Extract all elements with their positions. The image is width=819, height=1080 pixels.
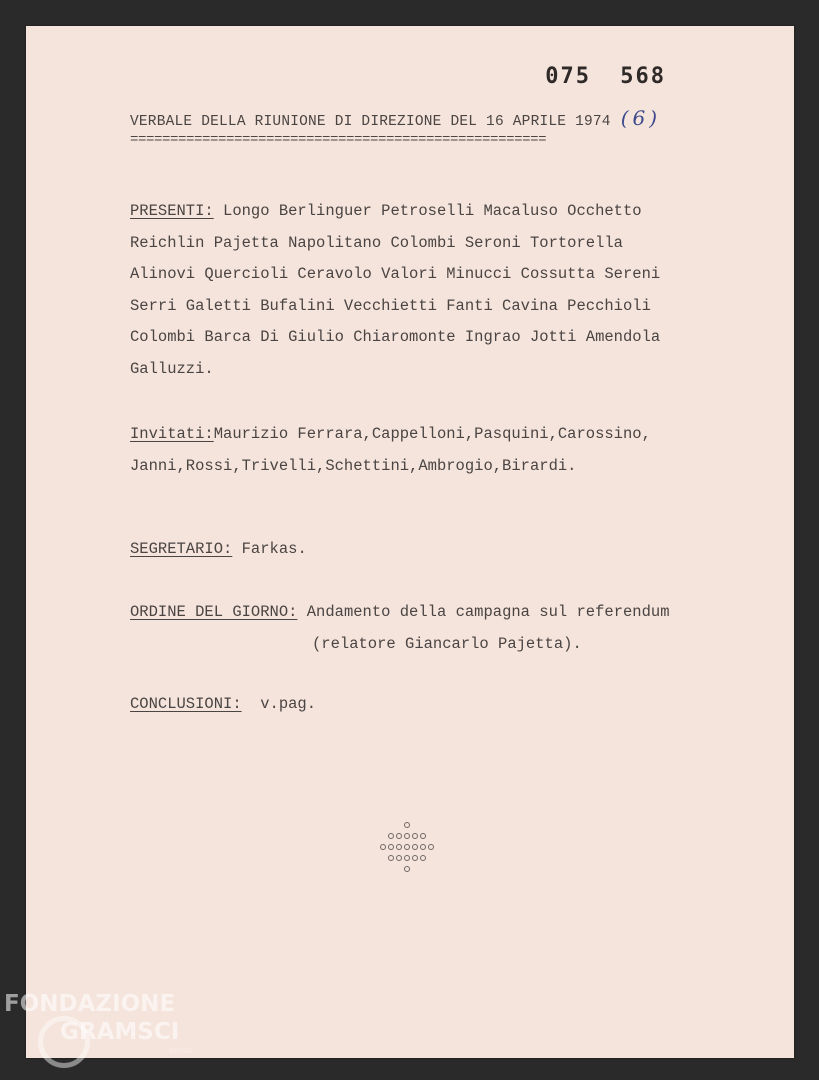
presenti-line-2: Reichlin Pajetta Napolitano Colombi Seroni Tortorella [130, 233, 623, 252]
ordine-line-2: (relatore Giancarlo Pajetta). [312, 634, 582, 653]
presenti-line-6: Galluzzi. [130, 359, 214, 378]
invitati-section [130, 419, 651, 482]
invitati-names: Maurizio Ferrara,Cappelloni,Pasquini,Carossino, [213, 425, 651, 443]
presenti-names: Longo Berlinguer Petroselli Macaluso Occhetto [213, 202, 642, 220]
handwritten-note: (6) [620, 106, 662, 130]
presenti-line-3: Alinovi Quercioli Ceravolo Valori Minucci Cossutta Sereni [130, 265, 661, 283]
watermark-logo [4, 990, 193, 1056]
presenti-line-4: Serri Galetti Bufalini Vecchietti Fanti Cavina Pecchioli [130, 296, 651, 315]
presenti-section [130, 196, 660, 385]
typed-ornament [372, 822, 442, 872]
presenti-line-1 [130, 196, 660, 228]
ordine-label: ORDINE DEL GIORNO: [130, 603, 298, 621]
title-underline: ==================================================== [130, 132, 547, 148]
invitati-line-1 [130, 419, 651, 451]
title-text: VERBALE DELLA RIUNIONE DI DIREZIONE DEL 16 APRILE 1974 [130, 114, 611, 130]
logo-line-3: onlus [169, 1046, 194, 1056]
invitati-line-2: Janni,Rossi,Trivelli,Schettini,Ambrogio,Birardi. [130, 456, 577, 475]
logo-line-2: GRAMSCI [60, 1019, 180, 1045]
conclusioni-section [130, 689, 316, 721]
document-number: 075 568 [545, 64, 666, 89]
presenti-line-5: Colombi Barca Di Giulio Chiaromonte Ingrao Jotti Amendola [130, 328, 661, 346]
document-page [26, 26, 794, 1058]
ordine-line-1: Andamento della campagna sul referendum [297, 603, 670, 621]
logo-line-1: FONDAZIONE [4, 991, 176, 1017]
segretario-value: Farkas. [232, 540, 307, 558]
document-title [130, 106, 661, 130]
invitati-label: Invitati: [130, 425, 214, 443]
conclusioni-label: CONCLUSIONI: [130, 695, 242, 713]
presenti-label: PRESENTI: [130, 202, 214, 220]
conclusioni-value: v.pag. [241, 695, 317, 713]
segretario-section [130, 534, 307, 566]
ordine-section [130, 597, 670, 660]
segretario-label: SEGRETARIO: [130, 540, 233, 558]
